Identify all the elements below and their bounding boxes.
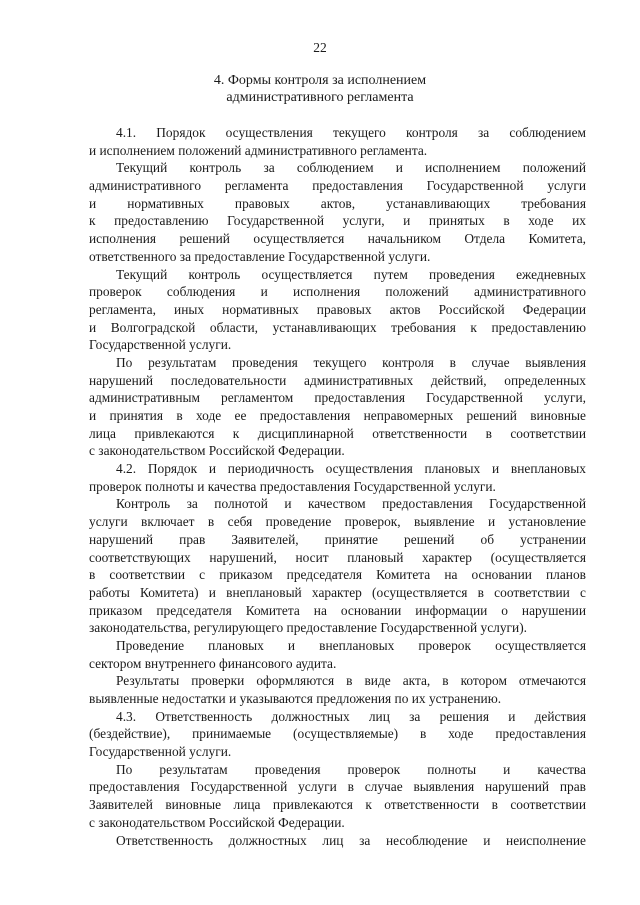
text-line: (бездействие), принимаемые (осуществляемые) в ходе предоставления [89, 726, 586, 742]
text-line: проверок полноты и качества предоставления Государственной услуги. [89, 478, 496, 494]
text-line: 4.3. Ответственность должностных лиц за решения и действия [116, 708, 586, 724]
text-line: и исполнением положений административного регламента. [89, 142, 428, 158]
text-line: По результатам проведения проверок полноты и качества [116, 761, 586, 777]
text-line: нарушений последовательности административных действий, определенных [89, 372, 586, 388]
text-line: лица привлекаются к дисциплинарной ответственности в соответствии [89, 425, 586, 441]
section-heading [0, 72, 640, 106]
text-line: 4.1. Порядок осуществления текущего контроля за соблюдением [116, 125, 586, 140]
text-line: предоставления Государственной услуги в случае выявления нарушений прав [89, 779, 586, 795]
text-line: в соответствии с приказом председателя Комитета на основании планов [89, 567, 586, 583]
text-line: административного регламента предоставления Государственной услуги [89, 178, 586, 194]
text-line: ответственного за предоставление Государственной услуги. [89, 248, 431, 264]
text-line: проверок соблюдения и исполнения положений административного [89, 284, 586, 300]
page-number: 22 [313, 40, 327, 55]
section-heading-line-1: 4. Формы контроля за исполнением [213, 73, 427, 88]
text-line: Проведение плановых и внеплановых проверок осуществляется [116, 637, 586, 653]
text-line: выявленные недостатки и указываются предложения по их устранению. [89, 691, 502, 706]
text-line: и Волгоградской области, устанавливающих требования к предоставлению [89, 319, 586, 335]
text-line: законодательства, регулирующего предоставление Государственной услуги). [89, 620, 527, 636]
text-line: с законодательством Российской Федерации. [89, 814, 345, 830]
text-line: работы Комитета) и внеплановый характер (осуществляется в соответствии с [89, 584, 586, 600]
text-line: Текущий контроль осуществляется путем проведения ежедневных [116, 266, 586, 282]
text-line: Государственной услуги. [89, 337, 232, 353]
text-line: Результаты проверки оформляются в виде акта, в котором отмечаются [116, 673, 586, 689]
section-heading-line-2: административного регламента [226, 90, 414, 105]
text-line: По результатам проведения текущего контроля в случае выявления [116, 354, 586, 370]
text-line: услуги включает в себя проведение проверок, выявление и установление [89, 514, 586, 530]
text-line: 4.2. Порядок и периодичность осуществления плановых и внеплановых [116, 461, 586, 477]
text-line: нарушений прав Заявителей, принятие решений об устранении [89, 531, 586, 547]
text-line: Государственной услуги. [89, 744, 232, 760]
text-line: и принятия в ходе ее предоставления неправомерных решений виновные [89, 408, 586, 423]
text-line: Текущий контроль за соблюдением и исполнением положений [116, 160, 586, 176]
text-line: административным регламентом предоставления Государственной услуги, [89, 390, 586, 406]
text-line: и нормативных правовых актов, устанавливающих требования [89, 195, 586, 211]
text-line: Контроль за полнотой и качеством предоставления Государственной [116, 496, 586, 512]
text-line: к предоставлению Государственной услуги, и принятых в ходе их [89, 213, 586, 229]
text-line: с законодательством Российской Федерации. [89, 443, 345, 459]
text-line: регламента, иных нормативных правовых актов Российской Федерации [89, 301, 586, 317]
text-line: соответствующих нарушений, носит плановый характер (осуществляется [89, 549, 586, 565]
document-body [89, 124, 586, 849]
text-line: Заявителей виновные лица привлекаются к ответственности в соответствии [89, 797, 586, 813]
text-line: приказом председателя Комитета на основании информации о нарушении [89, 602, 586, 618]
text-line: исполнения решений осуществляется начальником Отдела Комитета, [89, 231, 586, 247]
text-line: Ответственность должностных лиц за несоблюдение и неисполнение [116, 832, 586, 848]
text-line: сектором внутреннего финансового аудита. [89, 655, 337, 671]
